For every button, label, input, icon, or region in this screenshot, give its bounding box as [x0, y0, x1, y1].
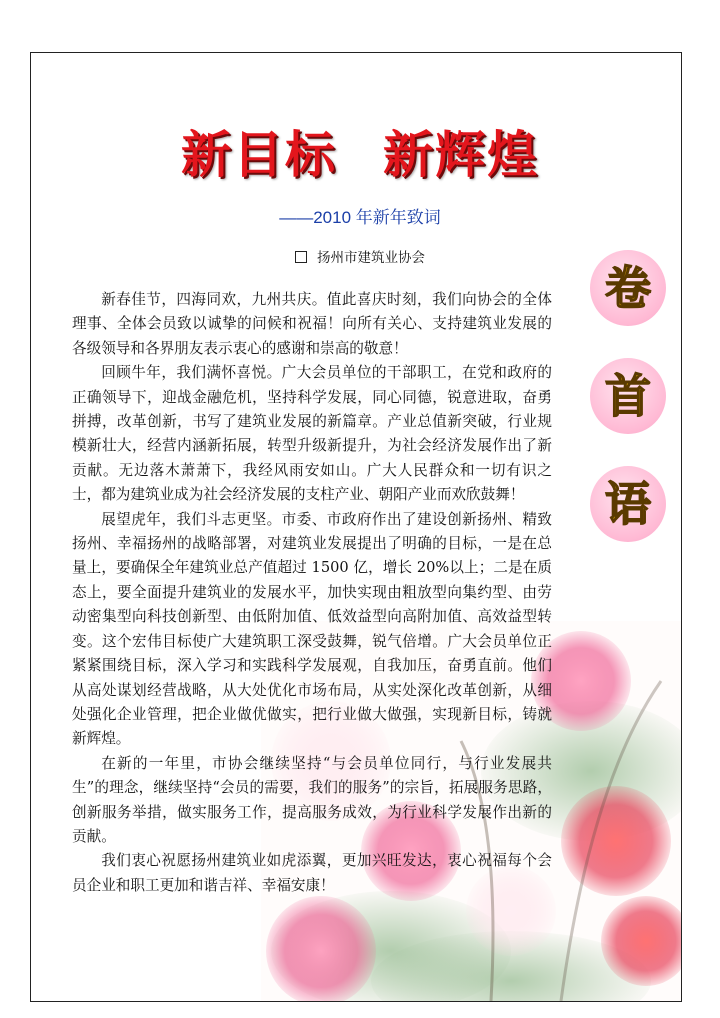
paragraph: 我们衷心祝愿扬州建筑业如虎添翼，更加兴旺发达，衷心祝福每个会员企业和职工更加和谐吉祥、幸福安康！ [72, 852, 552, 894]
paragraph: 展望虎年，我们斗志更坚。市委、市政府作出了建设创新扬州、精致扬州、幸福扬州的战略部署，对建筑业发展提出了明确的目标，一是在总量上，要确保全年建筑业总产值超过 1500 亿，增长 20%以上；二是在质态上，要全面提升建筑业的发展水平，加快实现由粗放型向集约型、由劳动密集型向科技创新型、由低附加值、低效益型向高附加值、高效益型转变。这个宏伟目标使广大建筑职工深受鼓舞，锐气倍增。广大会员单位正紧紧围绕目标，深入学习和实践科学发展观，自我加压，奋勇直前。他们从高处谋划经营战略，从大处优化市场布局，从实处深化改革创新，从细处强化企业管理，把企业做优做实，把行业做大做强，实现新目标，铸就新辉煌。 [72, 510, 552, 748]
article-body [72, 288, 552, 898]
side-char: 首 [605, 369, 651, 423]
side-char: 语 [605, 477, 651, 531]
paragraph: 在新的一年里，市协会继续坚持“与会员单位同行，与行业发展共生”的理念，继续坚持“会员的需要，我们的服务”的宗旨，拓展服务思路，创新服务举措，做实服务工作，提高服务成效，为行业科学发展作出新的贡献。 [72, 754, 552, 845]
paragraph: 新春佳节，四海同欢，九州共庆。值此喜庆时刻，我们向协会的全体理事、全体会员致以诚挚的问候和祝福！向所有关心、支持建筑业发展的各级领导和各界朋友表示衷心的感谢和崇高的敬意！ [72, 291, 552, 357]
side-circle-2 [590, 358, 666, 434]
title-part2: 新辉煌 [383, 126, 539, 184]
paragraph: 回顾牛年，我们满怀喜悦。广大会员单位的干部职工，在党和政府的正确领导下，迎战金融危机，坚持科学发展，同心同德，锐意进取，奋勇拼搏，改革创新，书写了建筑业发展的新篇章。产业总值新突破，行业规模新壮大，经营内涵新拓展，转型升级新提升，为社会经济发展作出了新贡献。无边落木萧萧下，我经风雨安如山。广大人民群众和一切有识之士，都为建筑业成为社会经济发展的支柱产业、朝阳产业而欢欣鼓舞！ [72, 364, 552, 504]
page-title [0, 115, 720, 187]
subtitle: ——2010 年新年致词 [279, 208, 441, 227]
checkbox-icon [295, 251, 307, 263]
title-part1: 新目标 [181, 126, 337, 184]
author-name: 扬州市建筑业协会 [317, 250, 425, 266]
side-circle-3 [590, 466, 666, 542]
side-char: 卷 [605, 261, 651, 315]
side-circle-1 [590, 250, 666, 326]
